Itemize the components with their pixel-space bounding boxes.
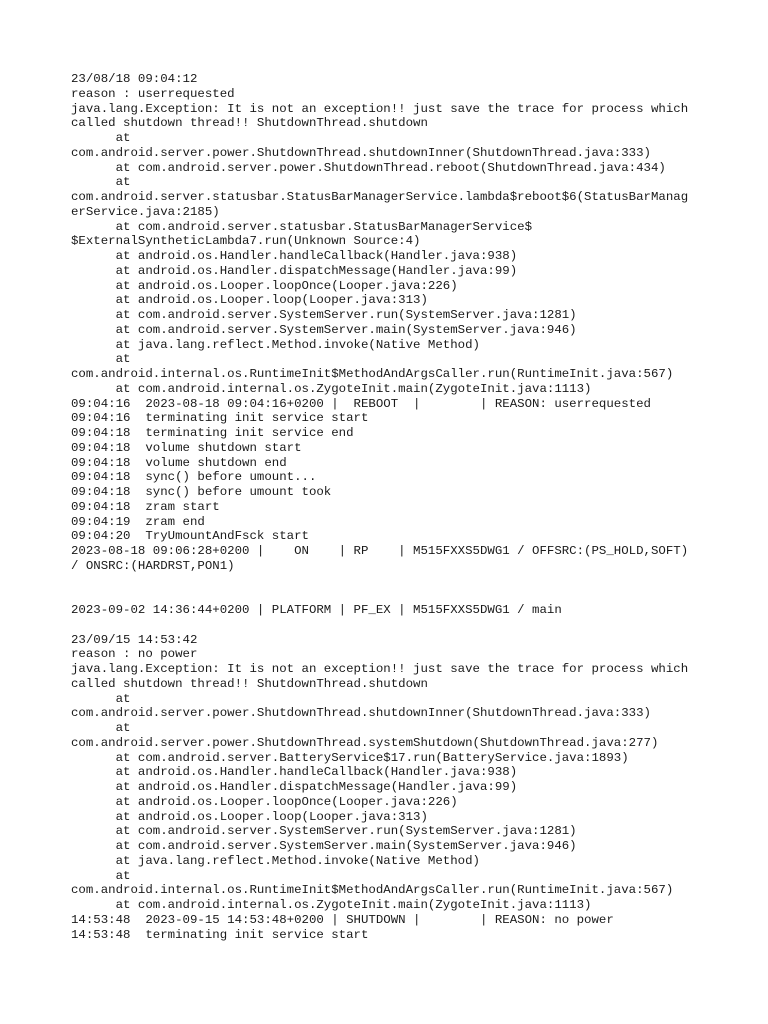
- log-line: [71, 574, 751, 589]
- log-line: reason : userrequested: [71, 86, 235, 101]
- log-line: at com.android.internal.os.ZygoteInit.main(ZygoteInit.java:1113): [71, 381, 592, 396]
- log-line: at android.os.Handler.handleCallback(Handler.java:938): [71, 765, 518, 780]
- log-line: at com.android.internal.os.ZygoteInit.main(ZygoteInit.java:1113): [71, 898, 592, 912]
- log-line: 09:04:19 zram end: [71, 514, 205, 529]
- log-line: 23/09/15 14:53:42: [71, 632, 198, 647]
- log-line: at android.os.Handler.dispatchMessage(Handler.java:99): [71, 263, 518, 278]
- log-line: 09:04:18 volume shutdown start: [71, 440, 302, 455]
- log-line: [71, 618, 751, 633]
- log-line: 09:04:18 sync() before umount...: [71, 470, 317, 485]
- log-line: com.android.server.power.ShutdownThread.shutdownInner(ShutdownThread.java:333): [71, 145, 651, 160]
- log-line: java.lang.Exception: It is not an exception!! just save the trace for process which: [71, 662, 689, 676]
- log-line: com.android.server.power.ShutdownThread.shutdownInner(ShutdownThread.java:333): [71, 706, 651, 721]
- log-line: 2023-08-18 09:06:28+0200 | ON | RP | M515FXXS5DWG1 / OFFSRC:(PS_HOLD,SOFT): [71, 544, 689, 558]
- log-line: 09:04:18 terminating init service end: [71, 426, 354, 440]
- log-line: at android.os.Looper.loopOnce(Looper.java:226): [71, 794, 458, 809]
- log-line: at com.android.server.SystemServer.main(SystemServer.java:946): [71, 322, 577, 337]
- log-line: at com.android.server.SystemServer.main(SystemServer.java:946): [71, 839, 577, 853]
- log-line: 23/08/18 09:04:12: [71, 72, 198, 86]
- log-line: 09:04:20 TryUmountAndFsck start: [71, 529, 309, 544]
- log-line: 09:04:16 2023-08-18 09:04:16+0200 | REBOOT | | REASON: userrequested: [71, 396, 651, 411]
- log-line: erService.java:2185): [71, 204, 220, 219]
- log-line: reason : no power: [71, 647, 198, 662]
- log-line: 14:53:48 2023-09-15 14:53:48+0200 | SHUTDOWN | | REASON: no power: [71, 912, 614, 927]
- log-line: $ExternalSyntheticLambda7.run(Unknown Source:4): [71, 234, 421, 249]
- log-line: at com.android.server.statusbar.StatusBarManagerService$: [71, 219, 533, 234]
- log-line: / ONSRC:(HARDRST,PON1): [71, 558, 235, 573]
- log-line: at java.lang.reflect.Method.invoke(Native Method): [71, 853, 480, 868]
- log-line: at android.os.Looper.loop(Looper.java:313): [71, 293, 428, 308]
- log-line: at com.android.server.BatteryService$17.run(BatteryService.java:1893): [71, 750, 629, 765]
- log-line: at android.os.Looper.loop(Looper.java:313): [71, 809, 428, 824]
- log-line: called shutdown thread!! ShutdownThread.shutdown: [71, 676, 428, 691]
- log-line: at: [71, 175, 131, 190]
- log-line: [71, 588, 751, 603]
- log-line: com.android.server.power.ShutdownThread.systemShutdown(ShutdownThread.java:277): [71, 735, 659, 750]
- log-line: at com.android.server.SystemServer.run(SystemServer.java:1281): [71, 308, 577, 322]
- log-line: at: [71, 131, 131, 145]
- log-line: at: [71, 352, 131, 367]
- log-line: at android.os.Handler.handleCallback(Handler.java:938): [71, 249, 518, 263]
- log-line: com.android.server.statusbar.StatusBarManagerService.lambda$reboot$6(StatusBarManag: [71, 190, 689, 204]
- log-document: [71, 72, 751, 942]
- log-line: at com.android.server.power.ShutdownThread.reboot(ShutdownThread.java:434): [71, 160, 666, 175]
- log-line: at com.android.server.SystemServer.run(SystemServer.java:1281): [71, 824, 577, 839]
- log-line: at android.os.Handler.dispatchMessage(Handler.java:99): [71, 780, 518, 794]
- log-line: at: [71, 721, 131, 735]
- log-line: com.android.internal.os.RuntimeInit$MethodAndArgsCaller.run(RuntimeInit.java:567): [71, 367, 674, 381]
- log-line: called shutdown thread!! ShutdownThread.shutdown: [71, 116, 428, 131]
- log-line: at: [71, 691, 131, 706]
- log-line: at android.os.Looper.loopOnce(Looper.java:226): [71, 278, 458, 293]
- log-line: at java.lang.reflect.Method.invoke(Native Method): [71, 337, 480, 352]
- log-line: com.android.internal.os.RuntimeInit$MethodAndArgsCaller.run(RuntimeInit.java:567): [71, 883, 674, 898]
- log-line: java.lang.Exception: It is not an exception!! just save the trace for process which: [71, 101, 689, 116]
- log-line: at: [71, 868, 131, 883]
- log-line: 09:04:16 terminating init service start: [71, 411, 369, 426]
- log-line: 09:04:18 volume shutdown end: [71, 455, 287, 470]
- log-line: 09:04:18 sync() before umount took: [71, 485, 332, 499]
- log-line: 09:04:18 zram start: [71, 499, 220, 514]
- log-line: 2023-09-02 14:36:44+0200 | PLATFORM | PF_EX | M515FXXS5DWG1 / main: [71, 603, 562, 617]
- log-line: 14:53:48 terminating init service start: [71, 927, 369, 942]
